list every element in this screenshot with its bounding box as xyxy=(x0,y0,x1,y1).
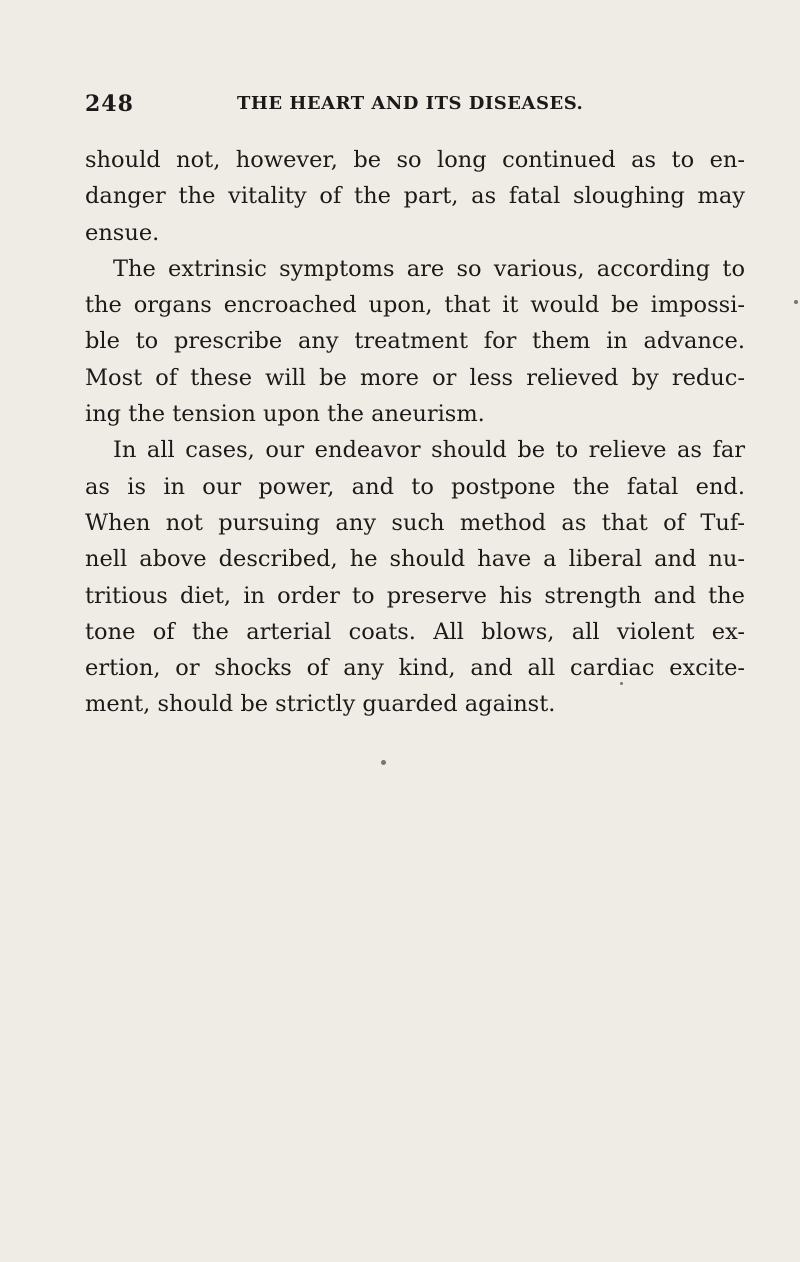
text-line: tritious diet, in order to preserve his strength and the xyxy=(85,582,745,609)
text-line: In all cases, our endeavor should be to relieve as far xyxy=(113,437,745,464)
page-number: 248 xyxy=(85,91,134,117)
running-title: THE HEART AND ITS DISEASES. xyxy=(237,93,584,114)
text-line: should not, however, be so long continued as to en- xyxy=(85,147,745,173)
text-line: ble to prescribe any treatment for them in advance. xyxy=(85,328,745,355)
paper-speck xyxy=(381,760,386,765)
text-line: ment, should be strictly guarded against. xyxy=(85,691,556,718)
text-line: danger the vitality of the part, as fatal sloughing may xyxy=(85,183,745,210)
body-text xyxy=(85,142,745,723)
text-line: as is in our power, and to postpone the fatal end. xyxy=(85,473,745,500)
running-head xyxy=(85,91,645,121)
paper-speck xyxy=(794,300,798,304)
text-line: ensue. xyxy=(85,219,160,246)
paper-speck xyxy=(620,682,623,685)
text-line: ertion, or shocks of any kind, and all cardiac excite- xyxy=(85,655,745,682)
text-line: tone of the arterial coats. All blows, all violent ex- xyxy=(85,618,745,645)
text-line: Most of these will be more or less relieved by reduc- xyxy=(85,364,745,391)
text-line: The extrinsic symptoms are so various, according to xyxy=(113,255,745,282)
text-line: ing the tension upon the aneurism. xyxy=(85,401,485,428)
text-line: nell above described, he should have a liberal and nu- xyxy=(85,546,745,573)
text-line: the organs encroached upon, that it would be impossi- xyxy=(85,292,745,319)
text-line: When not pursuing any such method as that of Tuf- xyxy=(85,509,745,536)
